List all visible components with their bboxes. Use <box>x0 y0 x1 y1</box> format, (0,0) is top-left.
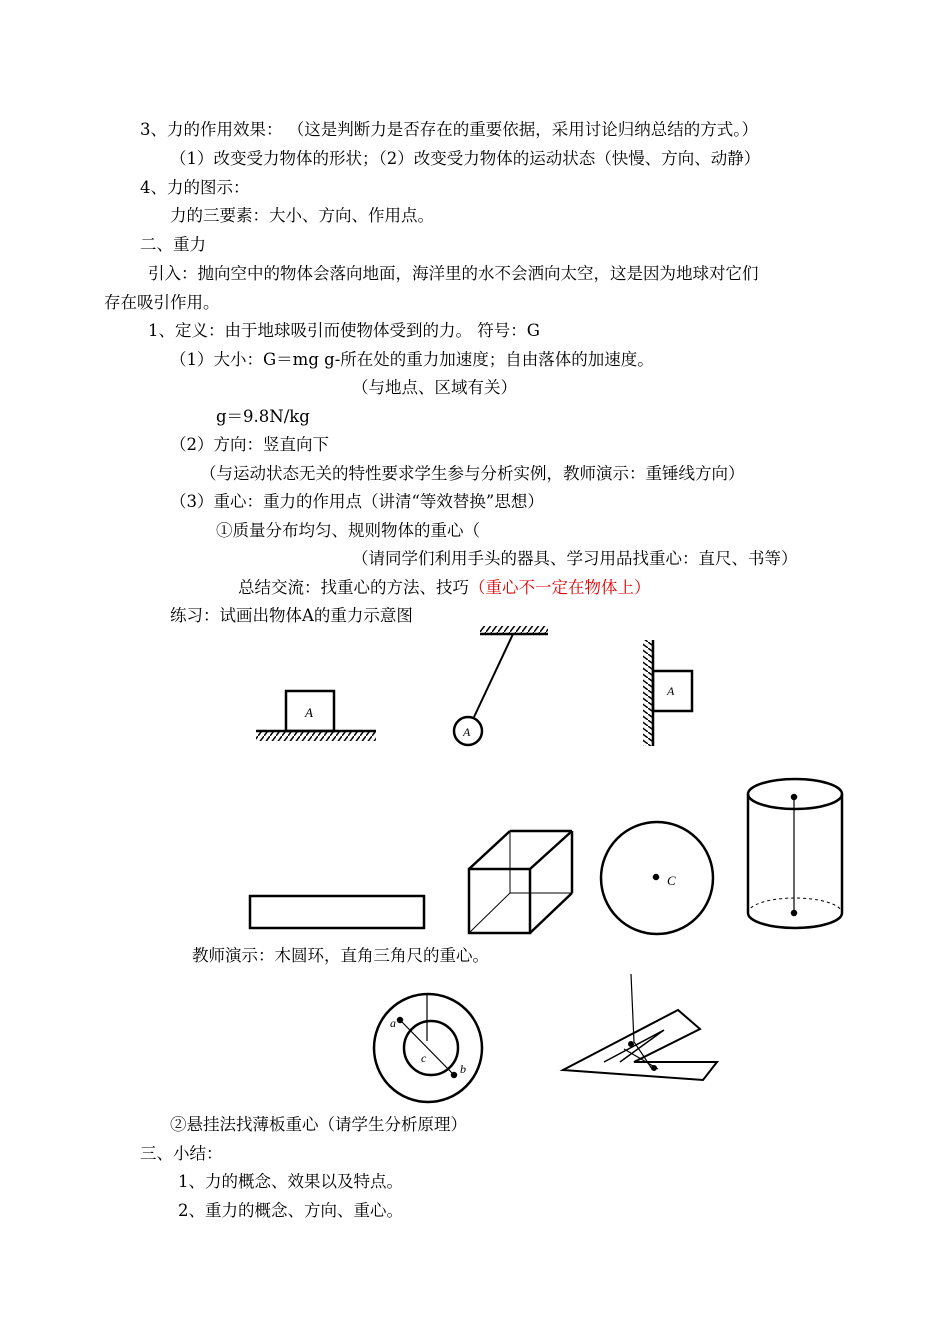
triangle-outline <box>563 1010 717 1080</box>
text-line-find-cog: （请同学们利用手头的器具、学习用品找重心：直尺、书等） <box>352 549 798 568</box>
summary-text: 总结交流：找重心的方法、技巧 <box>238 578 469 597</box>
text-line-summary-2: 2、重力的概念、方向、重心。 <box>178 1201 403 1220</box>
text-line-intro: 引入：抛向空中的物体会落向地面，海洋里的水不会洒向太空，这是因为地球对它们 <box>148 264 759 283</box>
figure-box-on-ground <box>256 691 376 741</box>
pendulum-string <box>474 634 513 717</box>
ring-label-b: b <box>460 1062 466 1076</box>
figure-triangle-ruler <box>563 974 717 1080</box>
text-line-effects-detail: （1）改变受力物体的形状；（2）改变受力物体的运动状态（快慢、方向、动静） <box>170 149 761 168</box>
text-line-definition: 1、定义：由于地球吸引而使物体受到的力。 符号：G <box>148 321 540 340</box>
text-line-g-value: g＝9.8N/kg <box>216 407 310 426</box>
ring-label-a: a <box>390 1016 396 1030</box>
figure-box-on-wall <box>643 640 692 746</box>
text-line-force-diagram: 4、力的图示： <box>140 178 250 197</box>
text-line-center-of-gravity: （3）重心：重力的作用点（讲清“等效替换”思想） <box>170 492 544 511</box>
text-line-magnitude: （1）大小：G＝mg g-所在处的重力加速度；自由落体的加速度。 <box>170 350 654 369</box>
section-heading-summary: 三、小结： <box>140 1144 223 1163</box>
text-line-suspension-method: ②悬挂法找薄板重心（请学生分析原理） <box>170 1115 467 1134</box>
box-label: A <box>305 705 313 720</box>
figure-sphere <box>601 822 713 934</box>
text-line-force-effects: 3、力的作用效果： （这是判断力是否存在的重要依据，采用讨论归纳总结的方式。） <box>140 120 758 139</box>
text-line-summary-1: 1、力的概念、效果以及特点。 <box>178 1172 403 1191</box>
sphere-label: C <box>667 873 676 888</box>
text-line-teacher-demo: 教师演示：木圆环，直角三角尺的重心。 <box>192 946 489 965</box>
text-line-exercise: 练习：试画出物体A的重力示意图 <box>170 606 413 625</box>
ground-hatching <box>256 732 376 741</box>
text-line-direction: （2）方向：竖直向下 <box>170 435 329 454</box>
text-line-intro-cont: 存在吸引作用。 <box>104 293 220 312</box>
ring-inner <box>404 1021 458 1075</box>
figure-wooden-ring <box>374 994 482 1102</box>
figure-cylinder <box>748 779 842 928</box>
section-heading-gravity: 二、重力 <box>140 235 206 254</box>
figure-cube <box>469 831 572 933</box>
wall-hatching <box>643 640 652 746</box>
red-note: （重心不一定在物体上） <box>469 578 651 597</box>
wall-box-label: A <box>667 684 675 698</box>
text-line-direction-note: （与运动状态无关的特性要求学生参与分析实例，教师演示：重锤线方向） <box>200 464 745 483</box>
figure-rectangular-bar <box>250 896 424 928</box>
ring-label-c: c <box>421 1051 427 1065</box>
text-line-location: （与地点、区域有关） <box>352 378 517 397</box>
pendulum-label: A <box>463 725 471 739</box>
triangle-plumb-line-1 <box>631 974 634 1042</box>
text-line-uniform-bodies: ①质量分布均匀、规则物体的重心（ <box>216 521 480 540</box>
figure-pendulum <box>454 626 548 745</box>
sphere-center-dot <box>654 875 658 879</box>
text-line-three-elements: 力的三要素：大小、方向、作用点。 <box>170 206 434 225</box>
